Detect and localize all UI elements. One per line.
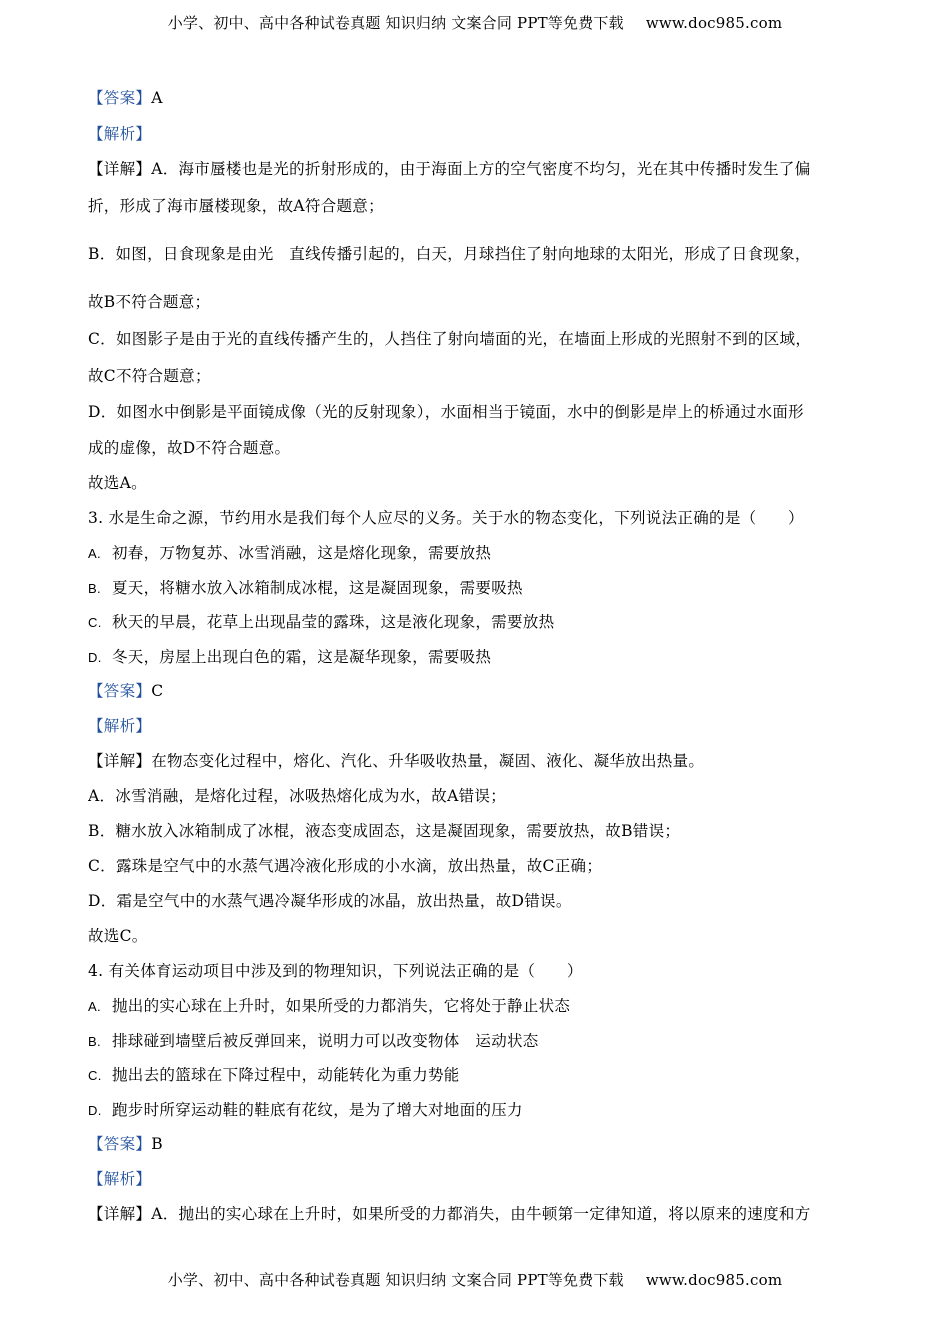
q3-stem: 3. 水是生命之源，节约用水是我们每个人应尽的义务。关于水的物态变化，下列说法正确的是（ ） xyxy=(88,509,804,527)
detail-tag: 【详解】 xyxy=(88,1205,152,1223)
header-text: 小学、初中、高中各种试卷真题 知识归纳 文案合同 PPT等免费下载 xyxy=(167,14,624,32)
option-label: B. xyxy=(88,1034,101,1049)
q4-option-a xyxy=(88,996,570,1017)
q2-detail-d-line2: 成的虚像，故D不符合题意。 xyxy=(88,439,291,457)
q3-option-a xyxy=(88,543,491,564)
footer-text: 小学、初中、高中各种试卷真题 知识归纳 文案合同 PPT等免费下载 xyxy=(167,1271,624,1289)
q2-detail-b-line2: 故B不符合题意； xyxy=(88,293,211,311)
answer-tag: 【答案】 xyxy=(88,1135,152,1153)
q2-answer xyxy=(88,88,163,108)
q2-detail-c-line1: C．如图影子是由于光的直线传播产生的，人挡住了射向墙面的光，在墙面上形成的光照射不到的区域， xyxy=(88,330,812,348)
q3-option-c xyxy=(88,612,554,633)
answer-value: A xyxy=(151,89,163,107)
answer-value: C xyxy=(151,682,164,700)
option-text: 跑步时所穿运动鞋的鞋底有花纹，是为了增大对地面的压力 xyxy=(112,1101,523,1119)
q2-detail-a-line2: 折，形成了海市蜃楼现象，故A符合题意； xyxy=(88,197,384,215)
q4-answer xyxy=(88,1134,163,1154)
answer-tag: 【答案】 xyxy=(88,89,152,107)
option-label: A. xyxy=(88,999,101,1014)
detail-text: 在物态变化过程中，熔化、汽化、升华吸收热量，凝固、液化、凝华放出热量。 xyxy=(151,752,705,770)
option-text: 秋天的早晨，花草上出现晶莹的露珠，这是液化现象，需要放热 xyxy=(112,613,555,631)
page-footer xyxy=(0,1269,950,1290)
q2-analysis-tag: 【解析】 xyxy=(88,125,152,143)
footer-site-link[interactable]: www.doc985.com xyxy=(645,1271,783,1289)
q2-detail-b-line1: B．如图，日食现象是由光 直线传播引起的，白天，月球挡住了射向地球的太阳光，形成了日食现象， xyxy=(88,245,811,263)
q4-analysis-tag: 【解析】 xyxy=(88,1170,152,1188)
q3-option-b xyxy=(88,578,523,599)
q4-option-d xyxy=(88,1100,523,1121)
option-text: 冬天，房屋上出现白色的霜，这是凝华现象，需要吸热 xyxy=(112,648,492,666)
q4-option-b xyxy=(88,1031,539,1052)
q3-detail-b: B．糖水放入冰箱制成了冰棍，液态变成固态，这是凝固现象，需要放热，故B错误； xyxy=(88,822,681,840)
detail-tag: 【详解】 xyxy=(88,752,152,770)
q3-option-d xyxy=(88,647,491,668)
option-text: 排球碰到墙壁后被反弹回来，说明力可以改变物体 运动状态 xyxy=(112,1032,539,1050)
q2-detail-a-line1 xyxy=(88,159,811,179)
option-text: 夏天，将糖水放入冰箱制成冰棍，这是凝固现象，需要吸热 xyxy=(112,579,523,597)
q3-analysis-tag: 【解析】 xyxy=(88,717,152,735)
option-label: D. xyxy=(88,1103,102,1118)
q2-detail-d-line1: D．如图水中倒影是平面镜成像（光的反射现象），水面相当于镜面，水中的倒影是岸上的桥通过水面形 xyxy=(88,403,804,421)
option-text: 抛出去的篮球在下降过程中，动能转化为重力势能 xyxy=(112,1066,460,1084)
option-label: C. xyxy=(88,1068,102,1083)
option-text: 初春，万物复苏、冰雪消融，这是熔化现象，需要放热 xyxy=(112,544,492,562)
detail-text: A．抛出的实心球在上升时，如果所受的力都消失，由牛顿第一定律知道，将以原来的速度和方 xyxy=(151,1205,811,1223)
q3-detail-c: C．露珠是空气中的水蒸气遇冷液化形成的小水滴，放出热量，故C正确； xyxy=(88,857,603,875)
detail-tag: 【详解】 xyxy=(88,160,152,178)
answer-value: B xyxy=(151,1135,163,1153)
q2-detail-c-line2: 故C不符合题意； xyxy=(88,367,211,385)
q3-detail-intro xyxy=(88,751,704,771)
detail-text: A．海市蜃楼也是光的折射形成的，由于海面上方的空气密度不均匀，光在其中传播时发生了偏 xyxy=(151,160,811,178)
q3-detail-a: A．冰雪消融，是熔化过程，冰吸热熔化成为水，故A错误； xyxy=(88,787,506,805)
q3-detail-d: D．霜是空气中的水蒸气遇冷凝华形成的冰晶，放出热量，故D错误。 xyxy=(88,892,572,910)
header-site-link[interactable]: www.doc985.com xyxy=(645,14,783,32)
option-label: B. xyxy=(88,581,101,596)
option-label: D. xyxy=(88,650,102,665)
q4-detail-a-line1 xyxy=(88,1204,811,1224)
q3-conclusion: 故选C。 xyxy=(88,927,148,945)
page-header xyxy=(0,12,950,33)
option-label: C. xyxy=(88,615,102,630)
answer-tag: 【答案】 xyxy=(88,682,152,700)
q2-conclusion: 故选A。 xyxy=(88,474,147,492)
option-text: 抛出的实心球在上升时，如果所受的力都消失，它将处于静止状态 xyxy=(112,997,571,1015)
option-label: A. xyxy=(88,546,101,561)
q4-stem: 4. 有关体育运动项目中涉及到的物理知识，下列说法正确的是（ ） xyxy=(88,962,583,980)
q3-answer xyxy=(88,681,163,701)
q4-option-c xyxy=(88,1065,460,1086)
